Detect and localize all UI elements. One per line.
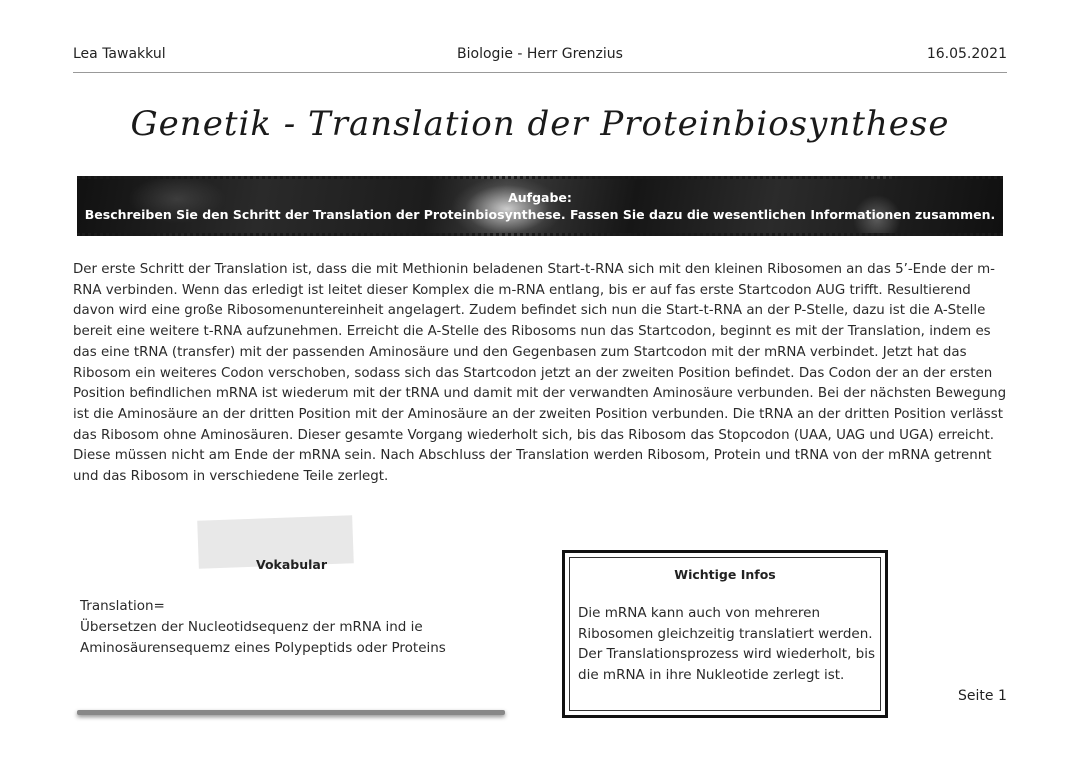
- page-header: [73, 46, 1007, 68]
- vocabulary-term: Translation=: [80, 598, 165, 614]
- info-title: Wichtige Infos: [674, 567, 776, 582]
- info-text: Die mRNA kann auch von mehreren Ribosomen gleichzeitig translatiert werden. Der Translationsprozess wird wiederholt, bis die mRNA in ihre Nukleotide zerlegt ist.: [578, 605, 876, 683]
- vocabulary-definition: Übersetzen der Nucleotidsequenz der mRNA ind ie Aminosäurensequemz eines Polypeptids oder Proteins: [80, 619, 446, 656]
- document-date: 16.05.2021: [926, 46, 1007, 62]
- header-divider: [73, 72, 1007, 73]
- vocabulary-content: [80, 596, 500, 659]
- main-paragraph: Der erste Schritt der Translation ist, dass die mit Methionin beladenen Start-t-RNA sich mit den kleinen Ribosomen an das 5’-Ende der m-RNA verbinden. Wenn das erledigt ist leitet dieser Komplex die m-RNA entlang, bis er auf fas erste Startcodon AUG trifft. Resultierend davon wird eine große Ribosomenuntereinheit angelagert. Zudem befindet sich nun die Start-t-RNA an der P-Stelle, dazu ist die A-Stelle bereit eine weitere t-RNA aufzunehmen. Erreicht die A-Stelle des Ribosoms nun das Startcodon, beginnt es mit der Translation, indem es das eine tRNA (transfer) mit der passenden Aminosäure und den Gegenbasen zum Startcodon mit der mRNA verbindet. Jetzt hat das Ribosom ein weiteres Codon verschoben, sodass sich das Startcodon jetzt an der zweiten Position befindet. Das Codon der an der ersten Position befindlichen mRNA ist wiederum mit der tRNA und damit mit der verwandten Aminosäure verbunden. Bei der nächsten Bewegung ist die Aminosäure an der dritten Position mit der Aminosäure an der zweiten Position verbunden. Die tRNA an der dritten Position verlässt das Ribosom ohne Aminosäuren. Dieser gesamte Vorgang wiederholt sich, bis das Ribosom das Stopcodon (UAA, UAG und UGA) erreicht. Diese müssen nicht am Ende der mRNA sein. Nach Abschluss der Translation werden Ribosom, Protein und tRNA von der mRNA getrennt und das Ribosom in verschiedene Teile zerlegt.: [73, 262, 1007, 485]
- vocabulary-title: Vokabular: [255, 557, 328, 572]
- vocabulary-underline: [77, 710, 505, 715]
- course-name: Biologie - Herr Grenzius: [457, 46, 623, 62]
- author-name: Lea Tawakkul: [73, 46, 166, 62]
- task-banner: [77, 176, 1003, 236]
- task-label: Aufgabe:: [508, 190, 572, 205]
- info-box: [562, 550, 888, 718]
- task-text: Beschreiben Sie den Schritt der Translation der Proteinbiosynthese. Fassen Sie dazu die wesentlichen Informationen zusammen.: [84, 207, 996, 222]
- page-title: Genetik - Translation der Proteinbiosynthese: [130, 104, 950, 144]
- page-number: Seite 1: [958, 688, 1007, 704]
